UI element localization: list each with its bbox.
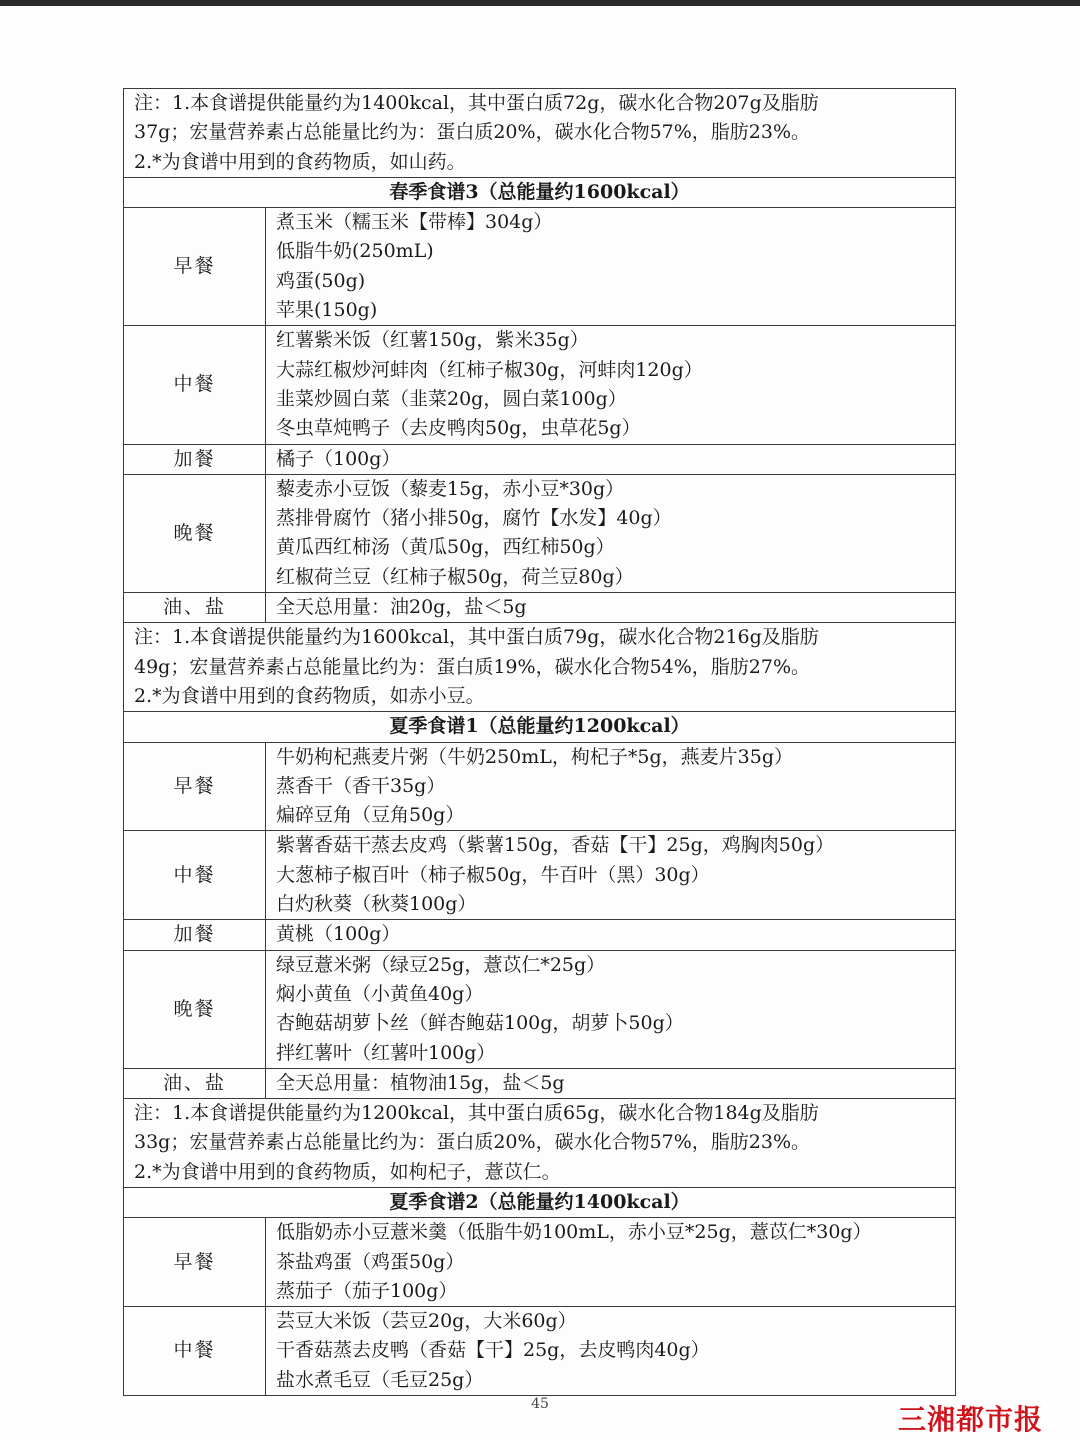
meal-row-oil-salt [124,1068,956,1098]
meal-label: 加餐 [124,920,266,950]
food-item: 蒸排骨腐竹（猪小排50g，腐竹【水发】40g） [276,507,672,530]
meal-items [266,920,956,950]
food-item: 蒸茄子（茄子100g） [276,1279,458,1302]
meal-row-oil-salt [124,593,956,623]
note-line: 37g；宏量营养素占总能量比约为：蛋白质20%，碳水化合物57%，脂肪23%。 [134,121,811,144]
nutrition-note [124,89,956,178]
note-line: 49g；宏量营养素占总能量比约为：蛋白质19%，碳水化合物54%，脂肪27%。 [134,655,811,678]
food-item: 韭菜炒圆白菜（韭菜20g，圆白菜100g） [276,387,627,410]
food-item: 煮玉米（糯玉米【带棒】304g） [276,211,553,234]
meal-row-lunch [124,1307,956,1396]
meal-items [266,950,956,1068]
food-item: 拌红薯叶（红薯叶100g） [276,1041,496,1064]
food-item: 低脂奶赤小豆薏米羹（低脂牛奶100mL，赤小豆*25g，薏苡仁*30g） [276,1221,872,1244]
meal-row-breakfast [124,1218,956,1307]
meal-items [266,742,956,831]
meal-label: 中餐 [124,1307,266,1396]
note-line: 33g；宏量营养素占总能量比约为：蛋白质20%，碳水化合物57%，脂肪23%。 [134,1131,811,1154]
recipe-title-row [124,177,956,207]
food-item: 鸡蛋(50g) [276,269,366,292]
meal-items [266,208,956,326]
food-item: 白灼秋葵（秋葵100g） [276,893,477,916]
nutrition-note [124,1099,956,1188]
food-item: 煸碎豆角（豆角50g） [276,804,465,827]
food-item: 芸豆大米饭（芸豆20g，大米60g） [276,1310,577,1333]
recipe-title-row [124,712,956,742]
meal-label: 油、盐 [124,593,266,623]
note-line: 注：1.本食谱提供能量约为1400kcal，其中蛋白质72g，碳水化合物207g及脂肪 [134,92,819,114]
meal-items [266,593,956,623]
meal-row-lunch [124,326,956,444]
recipe-title: 春季食谱3（总能量约1600kcal） [124,177,956,207]
meal-row-snack [124,920,956,950]
meal-items [266,1218,956,1307]
meal-row-dinner [124,474,956,592]
meal-row-breakfast [124,742,956,831]
meal-label: 加餐 [124,444,266,474]
meal-label: 早餐 [124,742,266,831]
food-item: 干香菇蒸去皮鸭（香菇【干】25g，去皮鸭肉40g） [276,1339,710,1362]
food-item: 藜麦赤小豆饭（藜麦15g，赤小豆*30g） [276,477,625,500]
note-line: 2.*为食谱中用到的食药物质，如枸杞子，薏苡仁。 [134,1160,561,1183]
note-row [124,89,956,178]
meal-label: 晚餐 [124,950,266,1068]
food-item: 牛奶枸杞燕麦片粥（牛奶250mL，枸杞子*5g，燕麦片35g） [276,745,793,768]
meal-row-lunch [124,831,956,920]
note-line: 注：1.本食谱提供能量约为1200kcal，其中蛋白质65g，碳水化合物184g及脂肪 [134,1102,819,1125]
food-item: 全天总用量：植物油15g，盐＜5g [276,1071,565,1094]
newspaper-logo: 三湘都市报 [898,1403,1044,1436]
food-item: 焖小黄鱼（小黄鱼40g） [276,982,484,1005]
note-line: 注：1.本食谱提供能量约为1600kcal，其中蛋白质79g，碳水化合物216g及脂肪 [134,626,819,649]
meal-items [266,831,956,920]
recipe-table [123,88,956,1396]
meal-items [266,326,956,444]
food-item: 红薯紫米饭（红薯150g，紫米35g） [276,329,589,352]
meal-row-dinner [124,950,956,1068]
food-item: 大蒜红椒炒河蚌肉（红柿子椒30g，河蚌肉120g） [276,358,703,381]
page-number: 45 [531,1396,549,1412]
food-item: 盐水煮毛豆（毛豆25g） [276,1368,484,1391]
meal-label: 早餐 [124,208,266,326]
meal-label: 中餐 [124,326,266,444]
food-item: 全天总用量：油20g，盐＜5g [276,596,527,619]
food-item: 橘子（100g） [276,447,401,470]
recipe-title-row [124,1187,956,1217]
food-item: 大葱柿子椒百叶（柿子椒50g，牛百叶（黑）30g） [276,863,710,886]
meal-row-snack [124,444,956,474]
recipe-title: 夏季食谱2（总能量约1400kcal） [124,1187,956,1217]
meal-items [266,1307,956,1396]
food-item: 蒸香干（香干35g） [276,774,446,797]
top-bar [0,0,1080,6]
meal-label: 晚餐 [124,474,266,592]
note-row [124,623,956,712]
food-item: 茶盐鸡蛋（鸡蛋50g） [276,1250,465,1273]
food-item: 低脂牛奶(250mL) [276,240,434,263]
recipe-title: 夏季食谱1（总能量约1200kcal） [124,712,956,742]
food-item: 红椒荷兰豆（红柿子椒50g，荷兰豆80g） [276,565,634,588]
meal-row-breakfast [124,208,956,326]
food-item: 紫薯香菇干蒸去皮鸡（紫薯150g，香菇【干】25g，鸡胸肉50g） [276,834,835,857]
food-item: 黄桃（100g） [276,923,401,946]
meal-items [266,444,956,474]
food-item: 杏鲍菇胡萝卜丝（鲜杏鲍菇100g，胡萝卜50g） [276,1012,684,1035]
note-row [124,1099,956,1188]
food-item: 苹果(150g) [276,299,378,322]
meal-label: 油、盐 [124,1068,266,1098]
meal-items [266,474,956,592]
food-item: 冬虫草炖鸭子（去皮鸭肉50g，虫草花5g） [276,417,641,440]
meal-label: 中餐 [124,831,266,920]
note-line: 2.*为食谱中用到的食药物质，如山药。 [134,150,466,173]
meal-label: 早餐 [124,1218,266,1307]
note-line: 2.*为食谱中用到的食药物质，如赤小豆。 [134,684,485,707]
food-item: 黄瓜西红柿汤（黄瓜50g，西红柿50g） [276,536,615,559]
meal-items [266,1068,956,1098]
nutrition-note [124,623,956,712]
food-item: 绿豆薏米粥（绿豆25g，薏苡仁*25g） [276,953,606,976]
